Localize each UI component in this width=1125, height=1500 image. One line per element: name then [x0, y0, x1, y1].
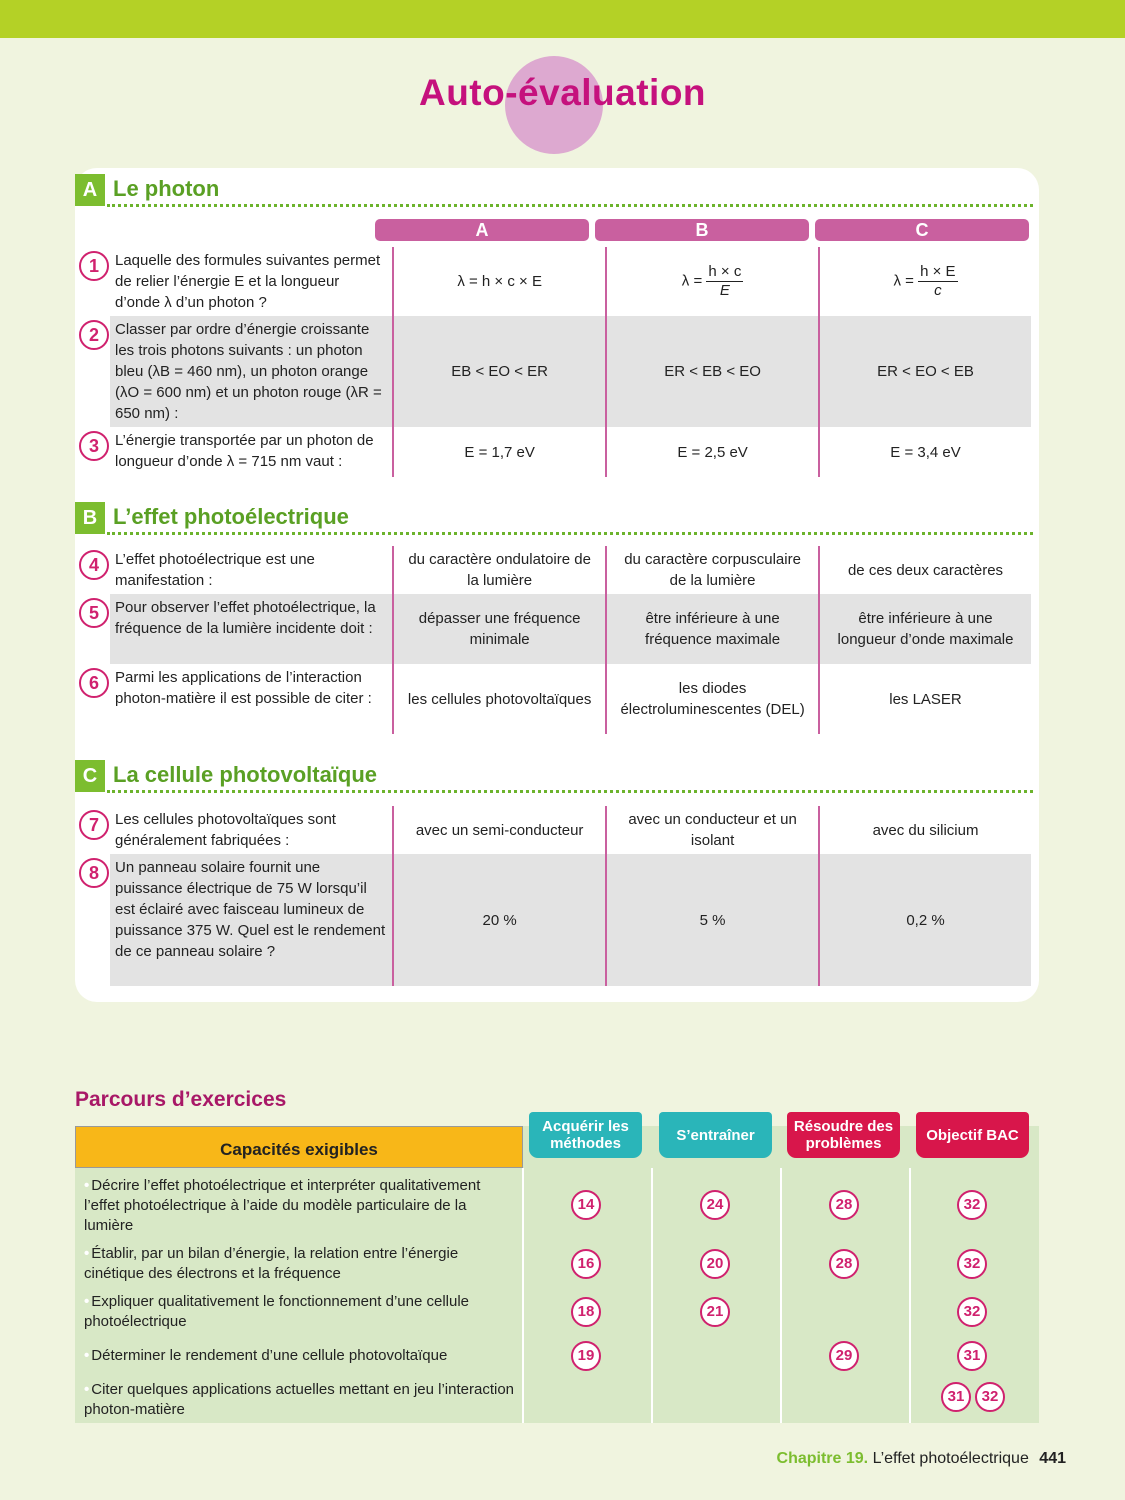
answer-text: E = 2,5 eV: [677, 443, 748, 461]
question-number: 1: [79, 251, 109, 281]
tab-label: Résoudre des problèmes: [793, 1118, 894, 1152]
answer-text: dépasser une fréquence minimale: [418, 610, 581, 648]
page-footer: [777, 1450, 1066, 1468]
page-title: Auto-évaluation: [418, 72, 707, 113]
answer-text: avec du silicium: [872, 821, 979, 839]
question-number: 6: [79, 668, 109, 698]
formula-b: λ = $\frac{h \times c}{E}$: [681, 263, 742, 299]
answer-b[interactable]: [605, 664, 818, 734]
exercise-badge[interactable]: 31: [957, 1341, 987, 1371]
exercise-badge[interactable]: 18: [571, 1297, 601, 1327]
tab-label: Objectif BAC: [926, 1126, 1019, 1144]
answer-text: 0,2 %: [906, 911, 945, 929]
dotted-divider: [107, 790, 1033, 793]
tab-acquerir-methodes[interactable]: [529, 1112, 642, 1158]
section-a-questions: [79, 247, 1031, 477]
parcours-row: [75, 1344, 1039, 1378]
answer-a[interactable]: [392, 247, 605, 316]
page-number: 441: [1039, 1450, 1066, 1467]
question-number: 4: [79, 550, 109, 580]
question-number: 5: [79, 598, 109, 628]
section-c-header: [75, 758, 1035, 792]
answer-c[interactable]: [818, 316, 1031, 427]
exercise-badge[interactable]: 16: [571, 1249, 601, 1279]
exercise-badge[interactable]: 28: [829, 1190, 859, 1220]
exercise-badge[interactable]: 19: [571, 1341, 601, 1371]
exercise-badge[interactable]: 31: [941, 1382, 971, 1412]
question-row: [79, 806, 1031, 854]
question-text: Pour observer l’effet photoélectrique, la fréquence de la lumière incidente doit :: [110, 594, 392, 664]
parcours-row: [75, 1292, 1039, 1336]
answer-c[interactable]: [818, 427, 1031, 477]
question-number: 2: [79, 320, 109, 350]
chapter-title: L’effet photoélectrique: [872, 1450, 1029, 1467]
answer-c[interactable]: [818, 854, 1031, 986]
answer-a[interactable]: [392, 806, 605, 854]
tab-label: S’entraîner: [676, 1126, 755, 1144]
answer-b[interactable]: [605, 247, 818, 316]
question-text: Parmi les applications de l’interaction photon-matière il est possible de citer :: [115, 669, 372, 707]
question-row: [79, 594, 1031, 664]
answer-c[interactable]: [818, 664, 1031, 734]
question-row: [79, 546, 1031, 594]
question-text: L’énergie transportée par un photon de longueur d’onde λ = 715 nm vaut :: [115, 432, 374, 470]
dotted-divider: [107, 532, 1033, 535]
section-letter: B: [75, 502, 105, 534]
answer-text: de ces deux caractères: [847, 561, 1004, 579]
exercise-badge[interactable]: 24: [700, 1190, 730, 1220]
column-header-a: A: [375, 219, 589, 241]
dotted-divider: [107, 204, 1033, 207]
section-b-header: [75, 500, 1035, 534]
capacite-text: • Établir, par un bilan d’énergie, la relation entre l’énergie cinétique des électrons et la fréquence: [84, 1245, 459, 1282]
tab-resoudre-problemes[interactable]: [787, 1112, 900, 1158]
question-row: [79, 854, 1031, 986]
question-number: 3: [79, 431, 109, 461]
section-title: Le photon: [113, 176, 220, 201]
section-letter: C: [75, 760, 105, 792]
exercise-badge[interactable]: 32: [975, 1382, 1005, 1412]
parcours-title: Parcours d’exercices: [75, 1088, 287, 1111]
answer-b[interactable]: [605, 316, 818, 427]
answer-text: être inférieure à une fréquence maximale: [645, 610, 781, 648]
section-a-header: [75, 172, 1035, 206]
exercise-badge[interactable]: 21: [700, 1297, 730, 1327]
exercise-badge[interactable]: 20: [700, 1249, 730, 1279]
answer-text: EB < EO < ER: [451, 363, 548, 380]
title-block: [0, 52, 1125, 152]
answer-text: E = 1,7 eV: [464, 443, 535, 461]
question-row: [79, 247, 1031, 316]
exercise-badge[interactable]: 28: [829, 1249, 859, 1279]
exercise-badge[interactable]: 32: [957, 1190, 987, 1220]
question-row: [79, 664, 1031, 734]
answer-a[interactable]: [392, 854, 605, 986]
exercise-badge[interactable]: 14: [571, 1190, 601, 1220]
answer-b[interactable]: [605, 594, 818, 664]
answer-text: avec un semi-conducteur: [415, 821, 584, 839]
answer-text: être inférieure à une longueur d’onde maximale: [837, 610, 1014, 648]
section-c-questions: [79, 806, 1031, 986]
answer-c[interactable]: [818, 546, 1031, 594]
capacite-text: • Expliquer qualitativement le fonctionnement d’une cellule photoélectrique: [84, 1293, 469, 1330]
exercise-badge[interactable]: 32: [957, 1249, 987, 1279]
top-color-bar: [0, 0, 1125, 38]
answer-text: avec un conducteur et un isolant: [628, 811, 797, 849]
column-header-c: C: [815, 219, 1029, 241]
question-text: Les cellules photovoltaïques sont généralement fabriquées :: [115, 811, 336, 849]
parcours-row: [75, 1176, 1039, 1238]
answer-text: les diodes électroluminescentes (DEL): [620, 680, 805, 718]
formula-c: λ = $\frac{h \times E}{c}$: [893, 263, 956, 299]
answer-text: les cellules photovoltaïques: [407, 690, 592, 708]
answer-b[interactable]: [605, 806, 818, 854]
answer-a[interactable]: [392, 664, 605, 734]
answer-text: du caractère corpusculaire de la lumière: [624, 551, 801, 589]
exercise-badge[interactable]: 29: [829, 1341, 859, 1371]
parcours-row: [75, 1380, 1039, 1422]
answer-text: 5 %: [699, 911, 726, 929]
section-title: La cellule photovoltaïque: [113, 762, 378, 787]
question-number: 7: [79, 810, 109, 840]
answer-text: ER < EB < EO: [664, 363, 761, 380]
section-letter: A: [75, 174, 105, 206]
answer-b[interactable]: [605, 854, 818, 986]
question-text: L’effet photoélectrique est une manifestation :: [115, 551, 315, 589]
answer-a[interactable]: [392, 594, 605, 664]
capacites-header: Capacités exigibles: [75, 1126, 523, 1168]
tab-objectif-bac[interactable]: [916, 1112, 1029, 1158]
answer-c[interactable]: [818, 247, 1031, 316]
answer-a[interactable]: [392, 427, 605, 477]
section-b-questions: [79, 546, 1031, 734]
answer-b[interactable]: [605, 546, 818, 594]
answer-text: 20 %: [482, 911, 517, 929]
answer-text: ER < EO < EB: [877, 363, 974, 380]
capacite-text: • Citer quelques applications actuelles mettant en jeu l’interaction photon-matière: [84, 1381, 515, 1418]
parcours-table: [75, 1118, 1039, 1423]
tab-label: Acquérir les méthodes: [542, 1118, 629, 1152]
question-row: [79, 427, 1031, 477]
capacite-text: • Décrire l’effet photoélectrique et interpréter qualitativement l’effet photoélectrique à l’aide du modèle particulaire de la lumière: [84, 1177, 481, 1234]
answer-text: les LASER: [889, 690, 962, 708]
parcours-row: [75, 1244, 1039, 1288]
answer-text: du caractère ondulatoire de la lumière: [408, 551, 591, 589]
answer-b[interactable]: [605, 427, 818, 477]
question-number: 8: [79, 858, 109, 888]
answer-text: E = 3,4 eV: [890, 443, 961, 461]
section-title: L’effet photoélectrique: [113, 504, 349, 529]
answer-a[interactable]: [392, 316, 605, 427]
answer-c[interactable]: [818, 594, 1031, 664]
tab-sentrainer[interactable]: [659, 1112, 772, 1158]
exercise-badge[interactable]: 32: [957, 1297, 987, 1327]
chapter-label: Chapitre 19.: [776, 1450, 869, 1467]
capacite-text: • Déterminer le rendement d’une cellule photovoltaïque: [84, 1347, 448, 1364]
question-text: Laquelle des formules suivantes permet de relier l’énergie E et la longueur d’onde λ d’un photon ?: [115, 252, 381, 311]
column-header-b: B: [595, 219, 809, 241]
question-text: Classer par ordre d’énergie croissante les trois photons suivants : un photon bleu (λB = 460 nm), un photon orange (λO = 600 nm) et un photon rouge (λR = 650 nm) :: [110, 316, 392, 427]
answer-text: λ = h × c × E: [457, 273, 542, 290]
answer-c[interactable]: [818, 806, 1031, 854]
question-row: [79, 316, 1031, 427]
question-text: Un panneau solaire fournit une puissance électrique de 75 W lorsqu’il est éclairé avec faisceau lumineux de puissance 375 W. Quel est le rendement de ce panneau solaire ?: [110, 854, 392, 986]
answer-a[interactable]: [392, 546, 605, 594]
